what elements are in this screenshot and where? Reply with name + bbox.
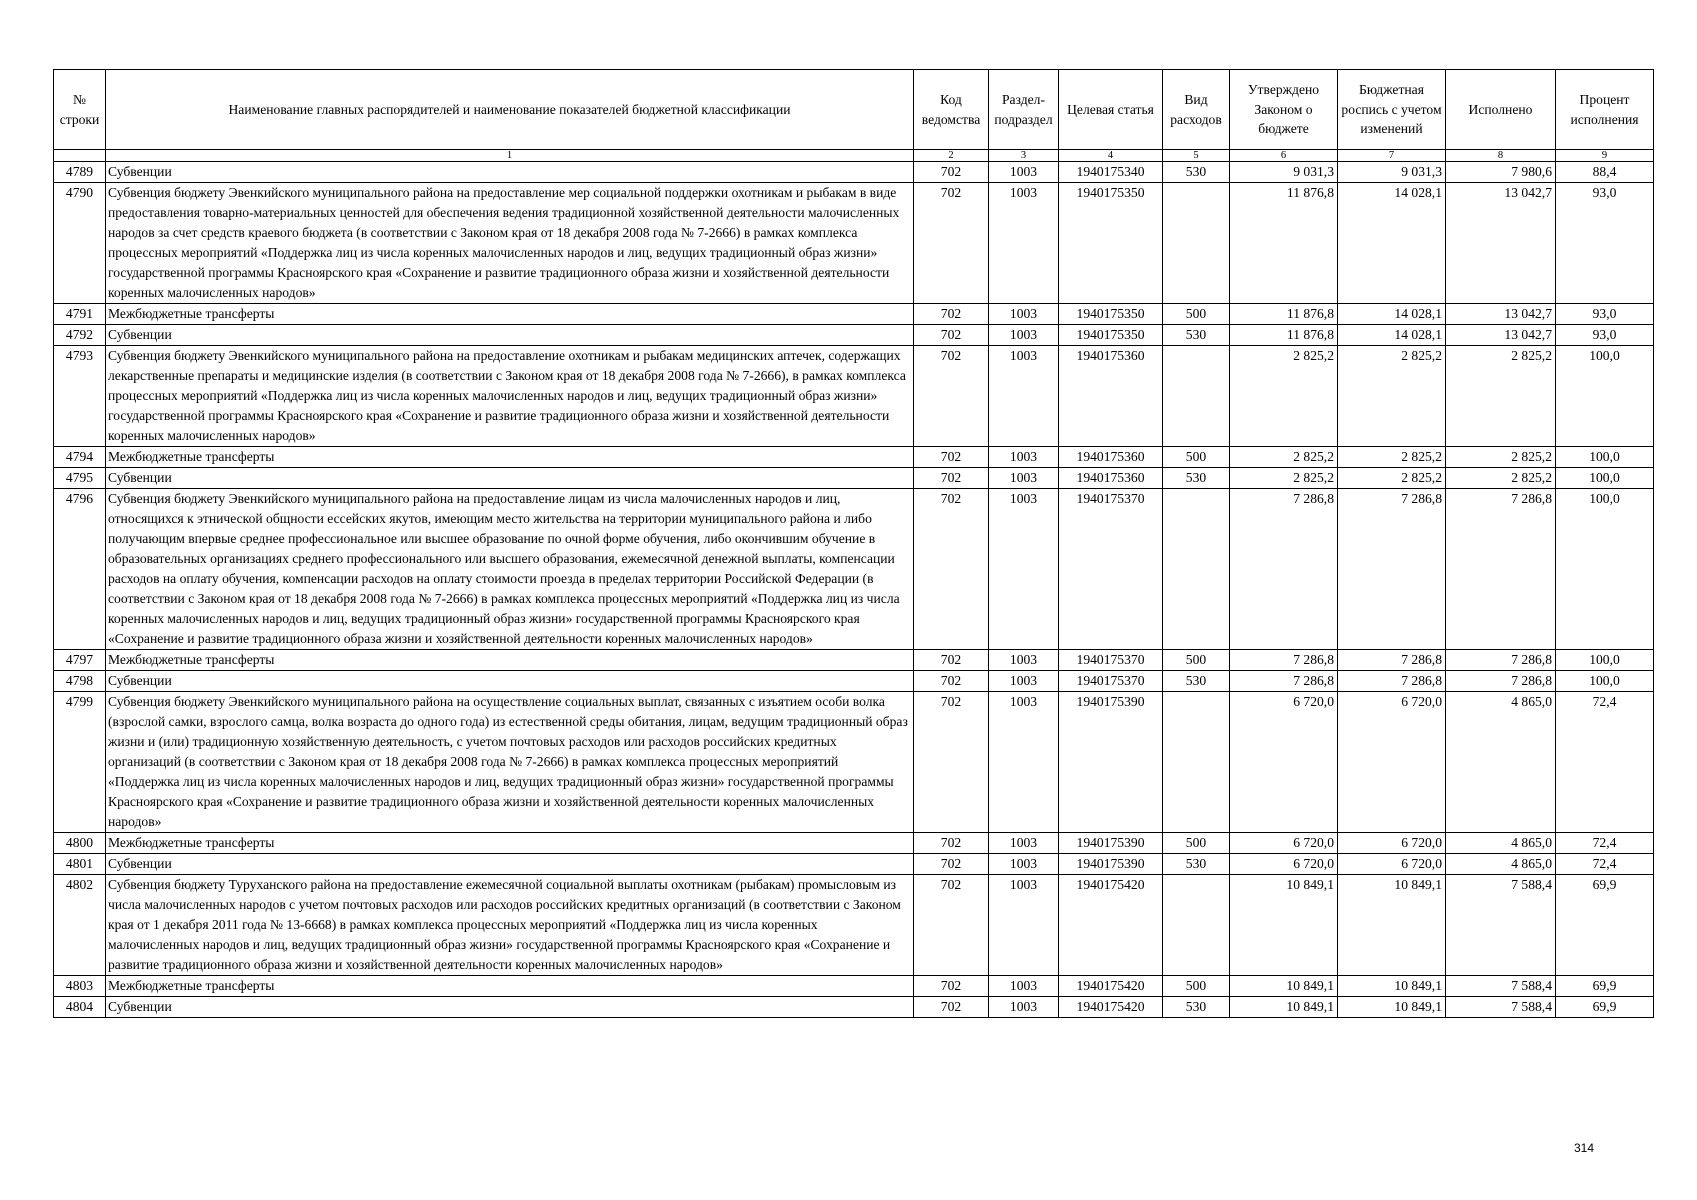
table-row [54,468,1654,489]
row-percent: 100,0 [1556,447,1654,468]
row-number: 4792 [54,325,106,346]
row-section: 1003 [989,447,1059,468]
row-exp-type: 500 [1163,976,1230,997]
row-section: 1003 [989,468,1059,489]
row-budget-list: 10 849,1 [1338,976,1446,997]
table-row [54,854,1654,875]
row-section: 1003 [989,346,1059,447]
row-percent: 72,4 [1556,854,1654,875]
table-row [54,650,1654,671]
row-approved: 6 720,0 [1230,692,1338,833]
row-name: Субвенция бюджету Эвенкийского муниципального района на предоставление мер социальной поддержки охотникам и рыбакам в виде предоставления товарно-материальных ценностей для обеспечения ведения традиционной хозяйственной деятельности малочисленных народов за счет средств краевого бюджета (в соответствии с Законом края от 18 декабря 2008 года № 7-2666) в рамках комплекса процессных мероприятий «Поддержка лиц из числа коренных малочисленных народов и лиц, ведущих традиционный образ жизни» государственной программы Красноярского края «Сохранение и развитие традиционного образа жизни и хозяйственной деятельности коренных малочисленных народов» [106,183,914,304]
row-exp-type [1163,692,1230,833]
row-executed: 13 042,7 [1446,183,1556,304]
row-target: 1940175370 [1059,489,1163,650]
row-section: 1003 [989,692,1059,833]
row-budget-list: 2 825,2 [1338,346,1446,447]
row-target: 1940175420 [1059,875,1163,976]
row-approved: 6 720,0 [1230,833,1338,854]
table-row [54,447,1654,468]
row-name: Межбюджетные трансферты [106,833,914,854]
table-row [54,692,1654,833]
table-row [54,671,1654,692]
row-executed: 4 865,0 [1446,692,1556,833]
col-number: 4 [1059,150,1163,162]
row-section: 1003 [989,671,1059,692]
row-percent: 100,0 [1556,671,1654,692]
row-executed: 2 825,2 [1446,468,1556,489]
row-number: 4802 [54,875,106,976]
col-number: 6 [1230,150,1338,162]
row-approved: 2 825,2 [1230,346,1338,447]
row-number: 4789 [54,162,106,183]
row-name: Субвенции [106,162,914,183]
row-executed: 2 825,2 [1446,447,1556,468]
row-dept-code: 702 [914,183,989,304]
row-section: 1003 [989,325,1059,346]
row-exp-type: 530 [1163,671,1230,692]
table-row [54,304,1654,325]
row-dept-code: 702 [914,650,989,671]
row-target: 1940175340 [1059,162,1163,183]
row-budget-list: 6 720,0 [1338,833,1446,854]
row-percent: 69,9 [1556,875,1654,976]
row-dept-code: 702 [914,833,989,854]
row-budget-list: 14 028,1 [1338,183,1446,304]
row-name: Субвенции [106,854,914,875]
row-budget-list: 9 031,3 [1338,162,1446,183]
row-target: 1940175370 [1059,671,1163,692]
row-target: 1940175420 [1059,997,1163,1018]
row-executed: 7 286,8 [1446,671,1556,692]
row-executed: 7 588,4 [1446,875,1556,976]
row-budget-list: 10 849,1 [1338,875,1446,976]
row-dept-code: 702 [914,162,989,183]
row-exp-type: 500 [1163,447,1230,468]
header-dept-code: Код ведомства [914,70,989,150]
row-percent: 69,9 [1556,997,1654,1018]
row-exp-type: 500 [1163,650,1230,671]
row-name: Межбюджетные трансферты [106,650,914,671]
row-target: 1940175390 [1059,833,1163,854]
row-dept-code: 702 [914,447,989,468]
row-name: Межбюджетные трансферты [106,304,914,325]
row-target: 1940175350 [1059,183,1163,304]
row-budget-list: 6 720,0 [1338,692,1446,833]
table-row [54,875,1654,976]
row-section: 1003 [989,304,1059,325]
row-target: 1940175360 [1059,468,1163,489]
row-number: 4797 [54,650,106,671]
header-row [54,70,1654,150]
row-executed: 7 980,6 [1446,162,1556,183]
row-exp-type: 530 [1163,325,1230,346]
col-number: 7 [1338,150,1446,162]
col-number: 3 [989,150,1059,162]
row-section: 1003 [989,489,1059,650]
row-number: 4794 [54,447,106,468]
row-dept-code: 702 [914,325,989,346]
row-budget-list: 2 825,2 [1338,468,1446,489]
table-row [54,997,1654,1018]
col-number: 9 [1556,150,1654,162]
row-target: 1940175350 [1059,304,1163,325]
row-number: 4801 [54,854,106,875]
row-target: 1940175350 [1059,325,1163,346]
row-section: 1003 [989,875,1059,976]
row-exp-type [1163,489,1230,650]
col-number: 5 [1163,150,1230,162]
row-section: 1003 [989,833,1059,854]
row-target: 1940175360 [1059,346,1163,447]
col-number: 1 [106,150,914,162]
table-row [54,833,1654,854]
row-percent: 100,0 [1556,468,1654,489]
row-executed: 7 286,8 [1446,650,1556,671]
row-approved: 2 825,2 [1230,468,1338,489]
table-body [54,162,1654,1018]
table-row [54,183,1654,304]
row-target: 1940175370 [1059,650,1163,671]
row-exp-type [1163,183,1230,304]
row-executed: 7 588,4 [1446,997,1556,1018]
row-percent: 100,0 [1556,346,1654,447]
row-name: Субвенции [106,325,914,346]
row-number: 4800 [54,833,106,854]
row-name: Субвенции [106,671,914,692]
row-section: 1003 [989,650,1059,671]
row-number: 4803 [54,976,106,997]
row-section: 1003 [989,162,1059,183]
row-name: Межбюджетные трансферты [106,447,914,468]
budget-table [53,69,1654,1018]
col-number: 8 [1446,150,1556,162]
row-dept-code: 702 [914,468,989,489]
row-executed: 4 865,0 [1446,833,1556,854]
row-dept-code: 702 [914,304,989,325]
row-target: 1940175420 [1059,976,1163,997]
row-dept-code: 702 [914,489,989,650]
row-percent: 88,4 [1556,162,1654,183]
column-number-row [54,150,1654,162]
row-dept-code: 702 [914,875,989,976]
header-executed: Исполнено [1446,70,1556,150]
row-number: 4795 [54,468,106,489]
row-number: 4790 [54,183,106,304]
row-name: Субвенция бюджету Туруханского района на предоставление ежемесячной социальной выплаты охотникам (рыбакам) промысловым из числа малочисленных народов с учетом почтовых расходов или расходов российских кредитных организаций (в соответствии с Законом края от 1 декабря 2011 года № 13-6668) в рамках комплекса процессных мероприятий «Поддержка лиц из числа коренных малочисленных народов и лиц, ведущих традиционный образ жизни» государственной программы Красноярского края «Сохранение и развитие традиционного образа жизни и хозяйственной деятельности коренных малочисленных народов» [106,875,914,976]
row-dept-code: 702 [914,692,989,833]
row-approved: 11 876,8 [1230,325,1338,346]
row-approved: 2 825,2 [1230,447,1338,468]
header-name: Наименование главных распорядителей и наименование показателей бюджетной классификации [106,70,914,150]
row-exp-type: 500 [1163,833,1230,854]
row-budget-list: 14 028,1 [1338,325,1446,346]
table-row [54,489,1654,650]
row-percent: 69,9 [1556,976,1654,997]
col-number: 2 [914,150,989,162]
row-target: 1940175390 [1059,854,1163,875]
row-approved: 6 720,0 [1230,854,1338,875]
row-executed: 13 042,7 [1446,325,1556,346]
row-budget-list: 2 825,2 [1338,447,1446,468]
row-name: Субвенция бюджету Эвенкийского муниципального района на осуществление социальных выплат, связанных с изъятием особи волка (взрослой самки, взрослого самца, волка возраста до одного года) из естественной среды обитания, лицам, ведущим традиционный образ жизни и (или) традиционную хозяйственную деятельность, с учетом почтовых расходов или расходов российских кредитных организаций (в соответствии с Законом края от 18 декабря 2008 года № 7-2666) в рамках комплекса процессных мероприятий «Поддержка лиц из числа коренных малочисленных народов и лиц, ведущих традиционный образ жизни» государственной программы Красноярского края «Сохранение и развитие традиционного образа жизни и хозяйственной деятельности коренных малочисленных народов» [106,692,914,833]
row-budget-list: 10 849,1 [1338,997,1446,1018]
row-exp-type: 530 [1163,997,1230,1018]
row-number: 4804 [54,997,106,1018]
row-exp-type [1163,346,1230,447]
row-section: 1003 [989,997,1059,1018]
row-exp-type: 500 [1163,304,1230,325]
header-budget-list: Бюджетная роспись с учетом изменений [1338,70,1446,150]
row-number: 4793 [54,346,106,447]
row-percent: 93,0 [1556,325,1654,346]
row-name: Субвенции [106,997,914,1018]
header-approved: Утверждено Законом о бюджете [1230,70,1338,150]
row-percent: 100,0 [1556,489,1654,650]
row-budget-list: 7 286,8 [1338,650,1446,671]
row-approved: 10 849,1 [1230,997,1338,1018]
row-number: 4798 [54,671,106,692]
row-executed: 7 286,8 [1446,489,1556,650]
row-dept-code: 702 [914,976,989,997]
row-approved: 7 286,8 [1230,650,1338,671]
row-executed: 4 865,0 [1446,854,1556,875]
row-approved: 10 849,1 [1230,976,1338,997]
row-dept-code: 702 [914,671,989,692]
table-row [54,976,1654,997]
row-percent: 72,4 [1556,692,1654,833]
table-row [54,162,1654,183]
header-target: Целевая статья [1059,70,1163,150]
row-percent: 93,0 [1556,304,1654,325]
row-approved: 7 286,8 [1230,489,1338,650]
row-exp-type: 530 [1163,854,1230,875]
page-number: 314 [1574,1141,1595,1155]
row-dept-code: 702 [914,854,989,875]
row-budget-list: 6 720,0 [1338,854,1446,875]
row-executed: 7 588,4 [1446,976,1556,997]
row-approved: 7 286,8 [1230,671,1338,692]
row-name: Субвенция бюджету Эвенкийского муниципального района на предоставление лицам из числа малочисленных народов и лиц, относящихся к этнической общности ессейских якутов, имеющим место жительства на территории муниципального района и либо получающим впервые среднее профессиональное или высшее образование по очной форме обучения, либо окончившим обучение в образовательных организациях среднего профессионального или высшего образования, ежемесячной денежной выплаты, компенсации расходов на оплату обучения, компенсации расходов на оплату стоимости проезда в пределах территории Российской Федерации (в соответствии с Законом края от 18 декабря 2008 года № 7-2666) в рамках комплекса процессных мероприятий «Поддержка лиц из числа коренных малочисленных народов и лиц, ведущих традиционный образ жизни» государственной программы Красноярского края «Сохранение и развитие традиционного образа жизни и хозяйственной деятельности коренных малочисленных народов» [106,489,914,650]
col-number [54,150,106,162]
row-number: 4799 [54,692,106,833]
row-executed: 2 825,2 [1446,346,1556,447]
row-exp-type: 530 [1163,468,1230,489]
row-executed: 13 042,7 [1446,304,1556,325]
row-name: Субвенция бюджету Эвенкийского муниципального района на предоставление охотникам и рыбакам медицинских аптечек, содержащих лекарственные препараты и медицинские изделия (в соответствии с Законом края от 18 декабря 2008 года № 7-2666), в рамках комплекса процессных мероприятий «Поддержка лиц из числа коренных малочисленных народов и лиц, ведущих традиционный образ жизни» государственной программы Красноярского края «Сохранение и развитие традиционного образа жизни и хозяйственной деятельности коренных малочисленных народов» [106,346,914,447]
row-dept-code: 702 [914,346,989,447]
row-budget-list: 7 286,8 [1338,671,1446,692]
table-row [54,346,1654,447]
row-name: Межбюджетные трансферты [106,976,914,997]
row-approved: 11 876,8 [1230,183,1338,304]
row-section: 1003 [989,183,1059,304]
row-percent: 93,0 [1556,183,1654,304]
table-row [54,325,1654,346]
row-section: 1003 [989,976,1059,997]
row-approved: 9 031,3 [1230,162,1338,183]
row-dept-code: 702 [914,997,989,1018]
row-target: 1940175390 [1059,692,1163,833]
row-exp-type: 530 [1163,162,1230,183]
row-number: 4791 [54,304,106,325]
row-percent: 72,4 [1556,833,1654,854]
row-approved: 10 849,1 [1230,875,1338,976]
row-exp-type [1163,875,1230,976]
row-percent: 100,0 [1556,650,1654,671]
row-approved: 11 876,8 [1230,304,1338,325]
header-percent: Процент исполнения [1556,70,1654,150]
row-budget-list: 7 286,8 [1338,489,1446,650]
row-number: 4796 [54,489,106,650]
header-section: Раздел-подраздел [989,70,1059,150]
row-section: 1003 [989,854,1059,875]
header-row-no: № строки [54,70,106,150]
row-target: 1940175360 [1059,447,1163,468]
row-budget-list: 14 028,1 [1338,304,1446,325]
header-exp-type: Вид расходов [1163,70,1230,150]
row-name: Субвенции [106,468,914,489]
